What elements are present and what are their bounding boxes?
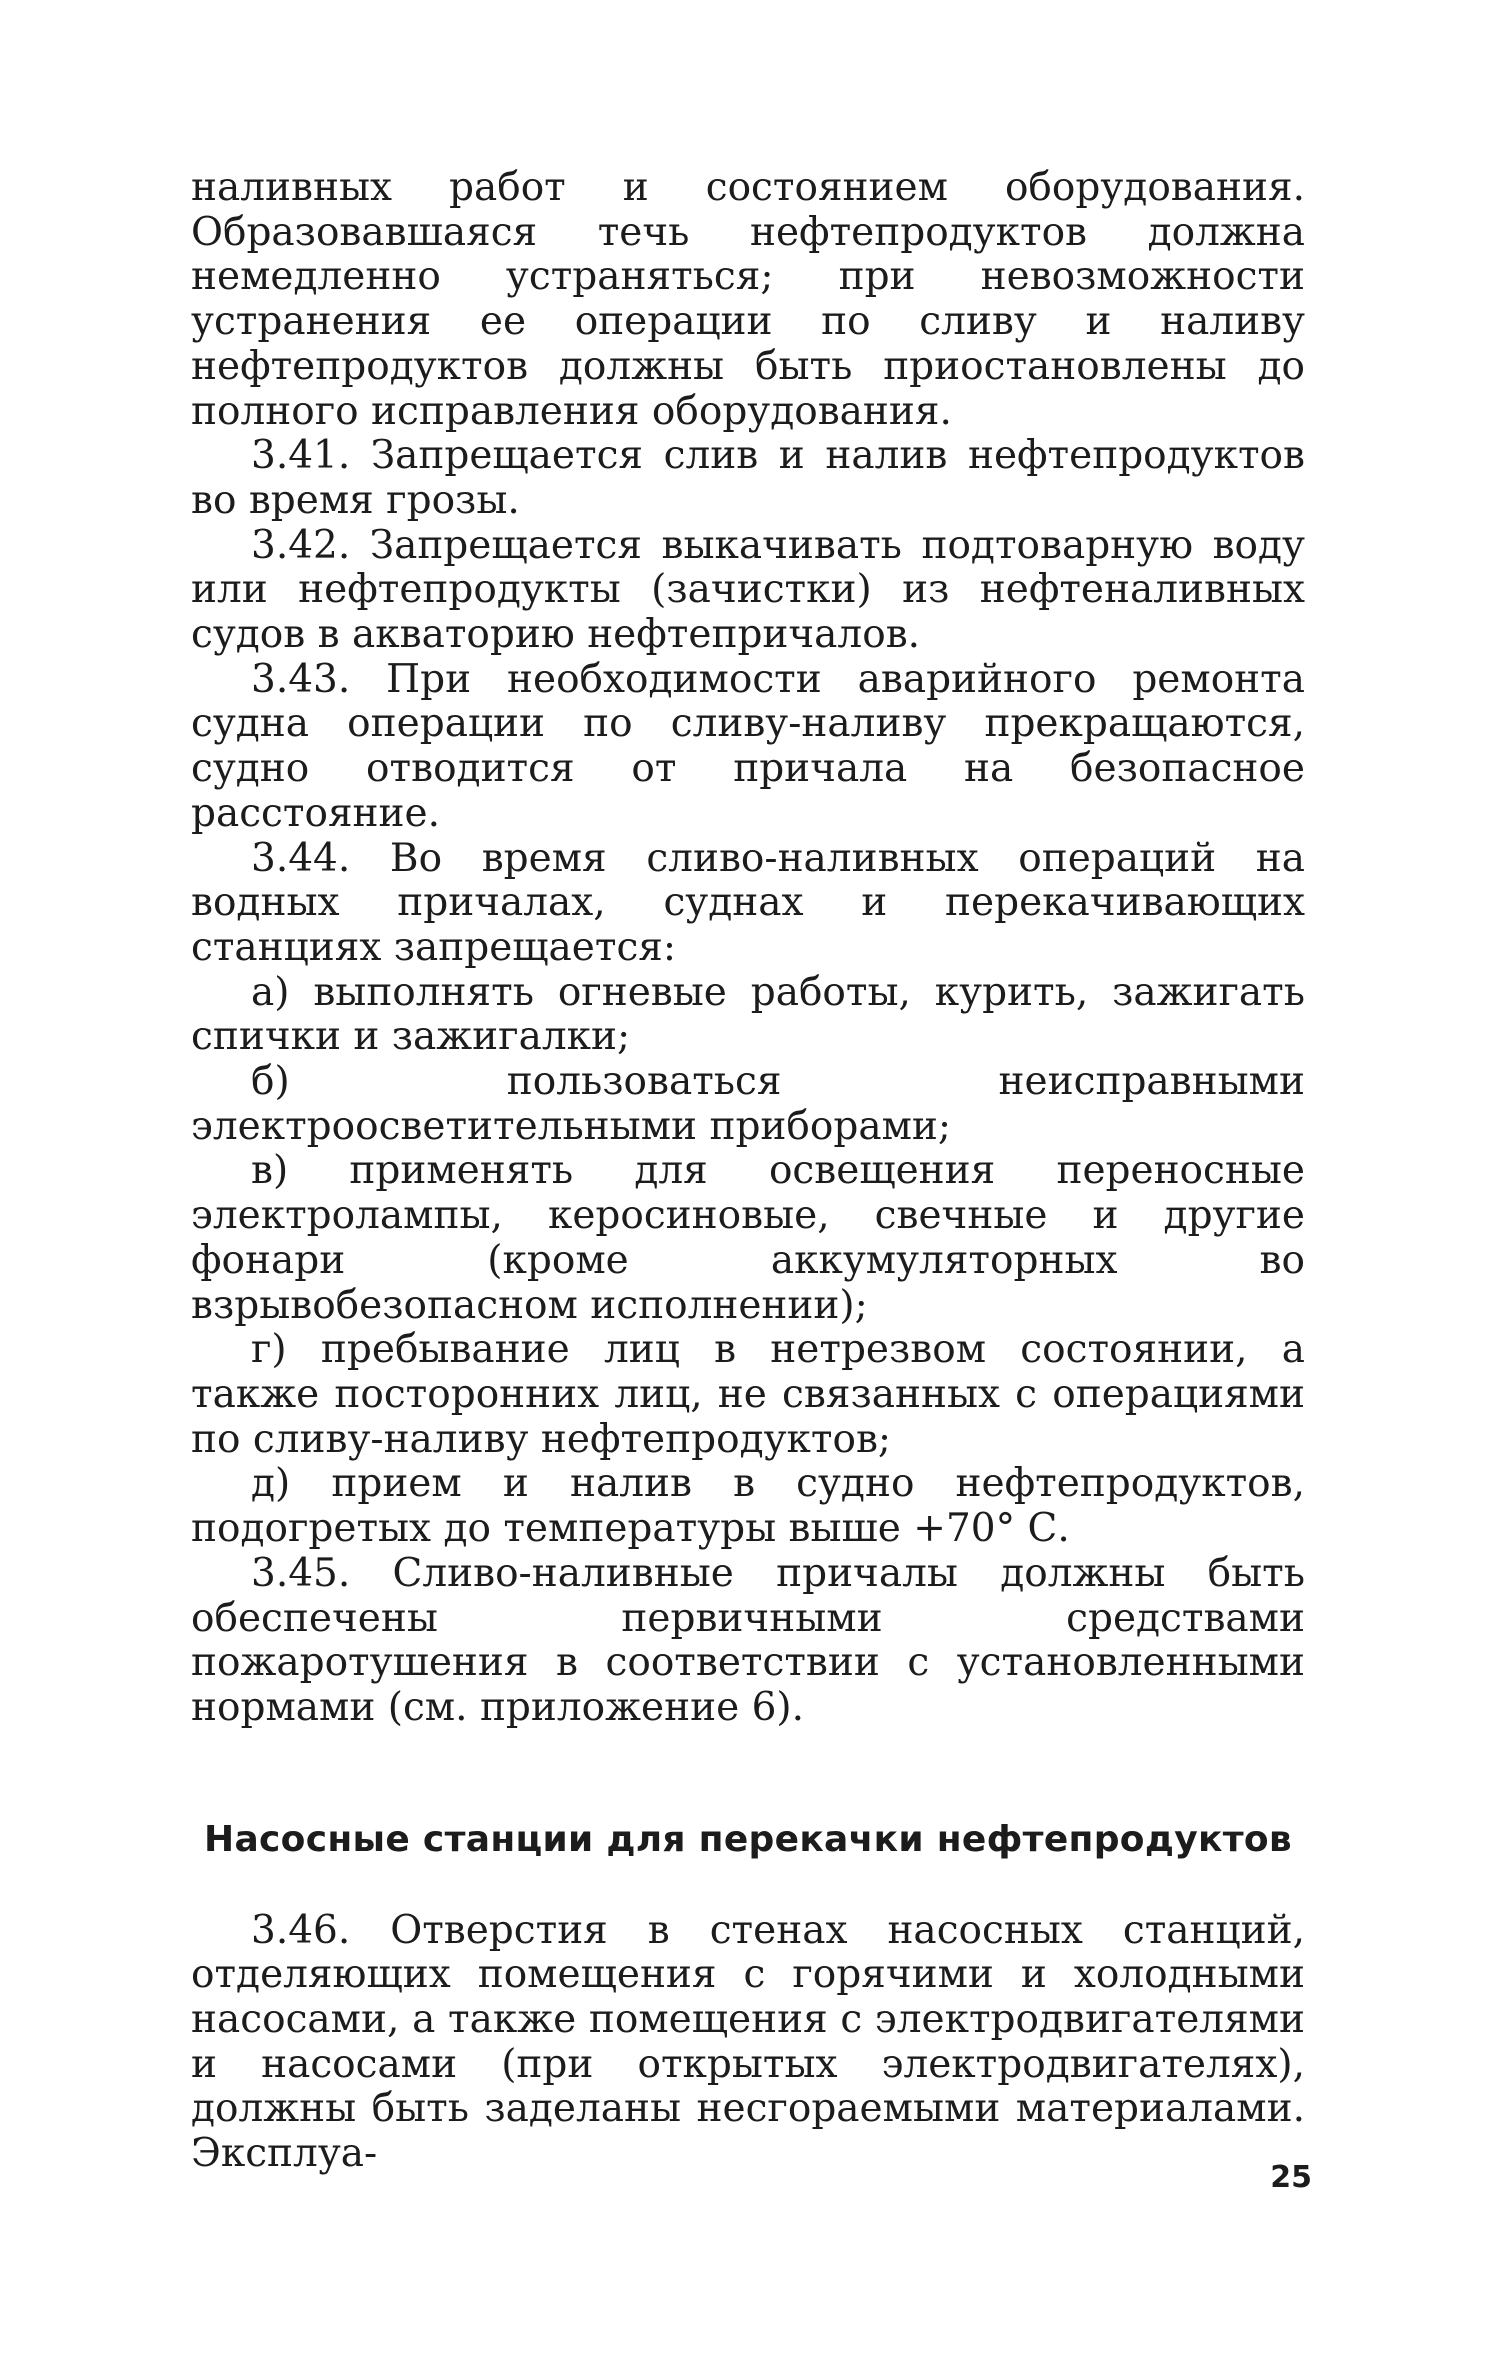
text-block-after-heading: [191, 1909, 1305, 2177]
page-body: [191, 166, 1305, 2177]
paragraph: наливных работ и состоянием оборудования. Образовавшаяся течь нефтепродуктов должна немедленно устраняться; при невозможности устранения ее операции по сливу и наливу нефтепродуктов должны быть приостановлены до полного исправления оборудования.: [191, 165, 1305, 434]
paragraph: г) пребывание лиц в нетрезвом состоянии, а также посторонних лиц, не связанных с операциями по сливу-наливу нефтепродуктов;: [191, 1327, 1305, 1462]
paragraph: д) прием и налив в судно нефтепродуктов, подогретых до температуры выше +70° С.: [191, 1461, 1305, 1552]
page-number: 25: [1270, 2160, 1312, 2195]
section-heading: Насосные станции для перекачки нефтепродуктов: [204, 1818, 1292, 1860]
paragraph: 3.45. Сливо-наливные причалы должны быть обеспечены первичными средствами пожаротушения в соответствии с установленными нормами (см. приложение 6).: [191, 1550, 1305, 1730]
paragraph: 3.44. Во время сливо-наливных операций на водных причалах, суднах и перекачивающих станциях запрещается:: [191, 835, 1305, 970]
paragraph: 3.46. Отверстия в стенах насосных станций, отделяющих помещения с горячими и холодными насосами, а также помещения с электродвигателями и насосами (при открытых электродвигателях), должны быть заделаны несгораемыми материалами. Эксплуа-: [191, 1907, 1305, 2177]
paragraph: 3.43. При необходимости аварийного ремонта судна операции по сливу-наливу прекращаются, судно отводится от причала на безопасное расстояние.: [191, 656, 1305, 836]
text-block-before-heading: [191, 166, 1305, 1731]
paragraph: а) выполнять огневые работы, курить, зажигать спички и зажигалки;: [191, 969, 1305, 1060]
paragraph: в) применять для освещения переносные электролампы, керосиновые, свечные и другие фонари (кроме аккумуляторных во взрывобезопасном исполнении);: [191, 1148, 1305, 1328]
paragraph: б) пользоваться неисправными электроосветительными приборами;: [191, 1059, 1305, 1149]
paragraph: 3.41. Запрещается слив и налив нефтепродуктов во время грозы.: [191, 433, 1305, 523]
paragraph: 3.42. Запрещается выкачивать подтоварную воду или нефтепродукты (зачистки) из нефтеналивных судов в акваторию нефтепричалов.: [191, 522, 1305, 658]
